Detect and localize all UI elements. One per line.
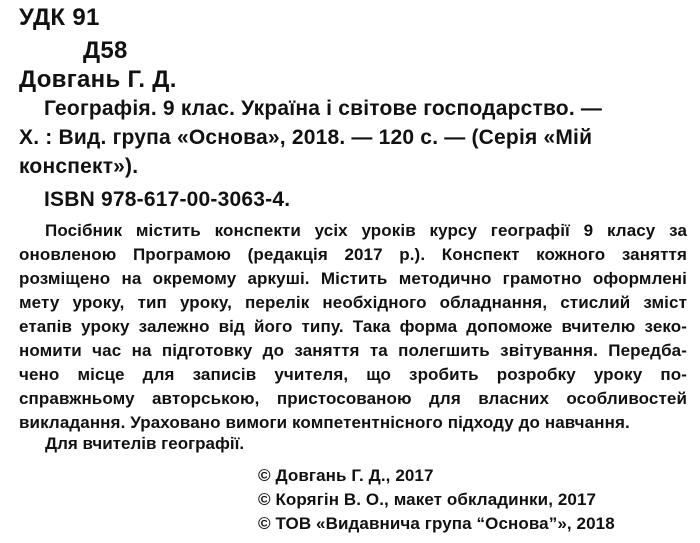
copyright-line: © ТОВ «Видавнича група “Основа”», 2018 bbox=[258, 514, 615, 533]
copyright-line: © Корягін В. О., макет обкладинки, 2017 bbox=[258, 490, 597, 509]
annotation-paragraph bbox=[19, 219, 687, 435]
annotation-line: викладання. Ураховано вимоги компетентнісного підходу до навчання. bbox=[19, 413, 630, 432]
annotation-line: чено місце для записів учителя, що зробить розробку уроку по- bbox=[19, 365, 687, 384]
copyright-line: © Довгань Г. Д., 2017 bbox=[258, 466, 434, 485]
udk-code: УДК 91 bbox=[19, 4, 100, 31]
target-audience: Для вчителів географії. bbox=[45, 434, 245, 453]
author-heading: Довгань Г. Д. bbox=[19, 66, 177, 93]
annotation-line: розміщено на окремому аркуші. Містить методично грамотно оформлені bbox=[19, 269, 687, 288]
annotation-line: номити час на підготовку до заняття та полегшить звітування. Передба- bbox=[19, 341, 687, 360]
bbk-code: Д58 bbox=[83, 37, 128, 64]
annotation-line: етапів уроку залежно від його типу. Така форма допоможе вчителю зеко- bbox=[19, 317, 687, 336]
bibliographic-line: Х. : Вид. група «Основа», 2018. — 120 с. — (Серія «Мій bbox=[19, 126, 593, 149]
bibliographic-line: конспект»). bbox=[19, 155, 139, 178]
isbn: ISBN 978-617-00-3063-4. bbox=[44, 188, 291, 211]
annotation-line: справжньому авторською, пристосованою для власних особливостей bbox=[19, 389, 687, 408]
annotation-line: Посібник містить конспекти усіх уроків курсу географії 9 класу за bbox=[45, 221, 687, 240]
bibliographic-line: Географія. 9 клас. Україна і світове господарство. — bbox=[44, 97, 603, 120]
annotation-line: мету уроку, тип уроку, перелік необхідного обладнання, стислий зміст bbox=[19, 293, 687, 312]
annotation-line: оновленою Програмою (редакція 2017 р.). Конспект кожного заняття bbox=[19, 245, 687, 264]
